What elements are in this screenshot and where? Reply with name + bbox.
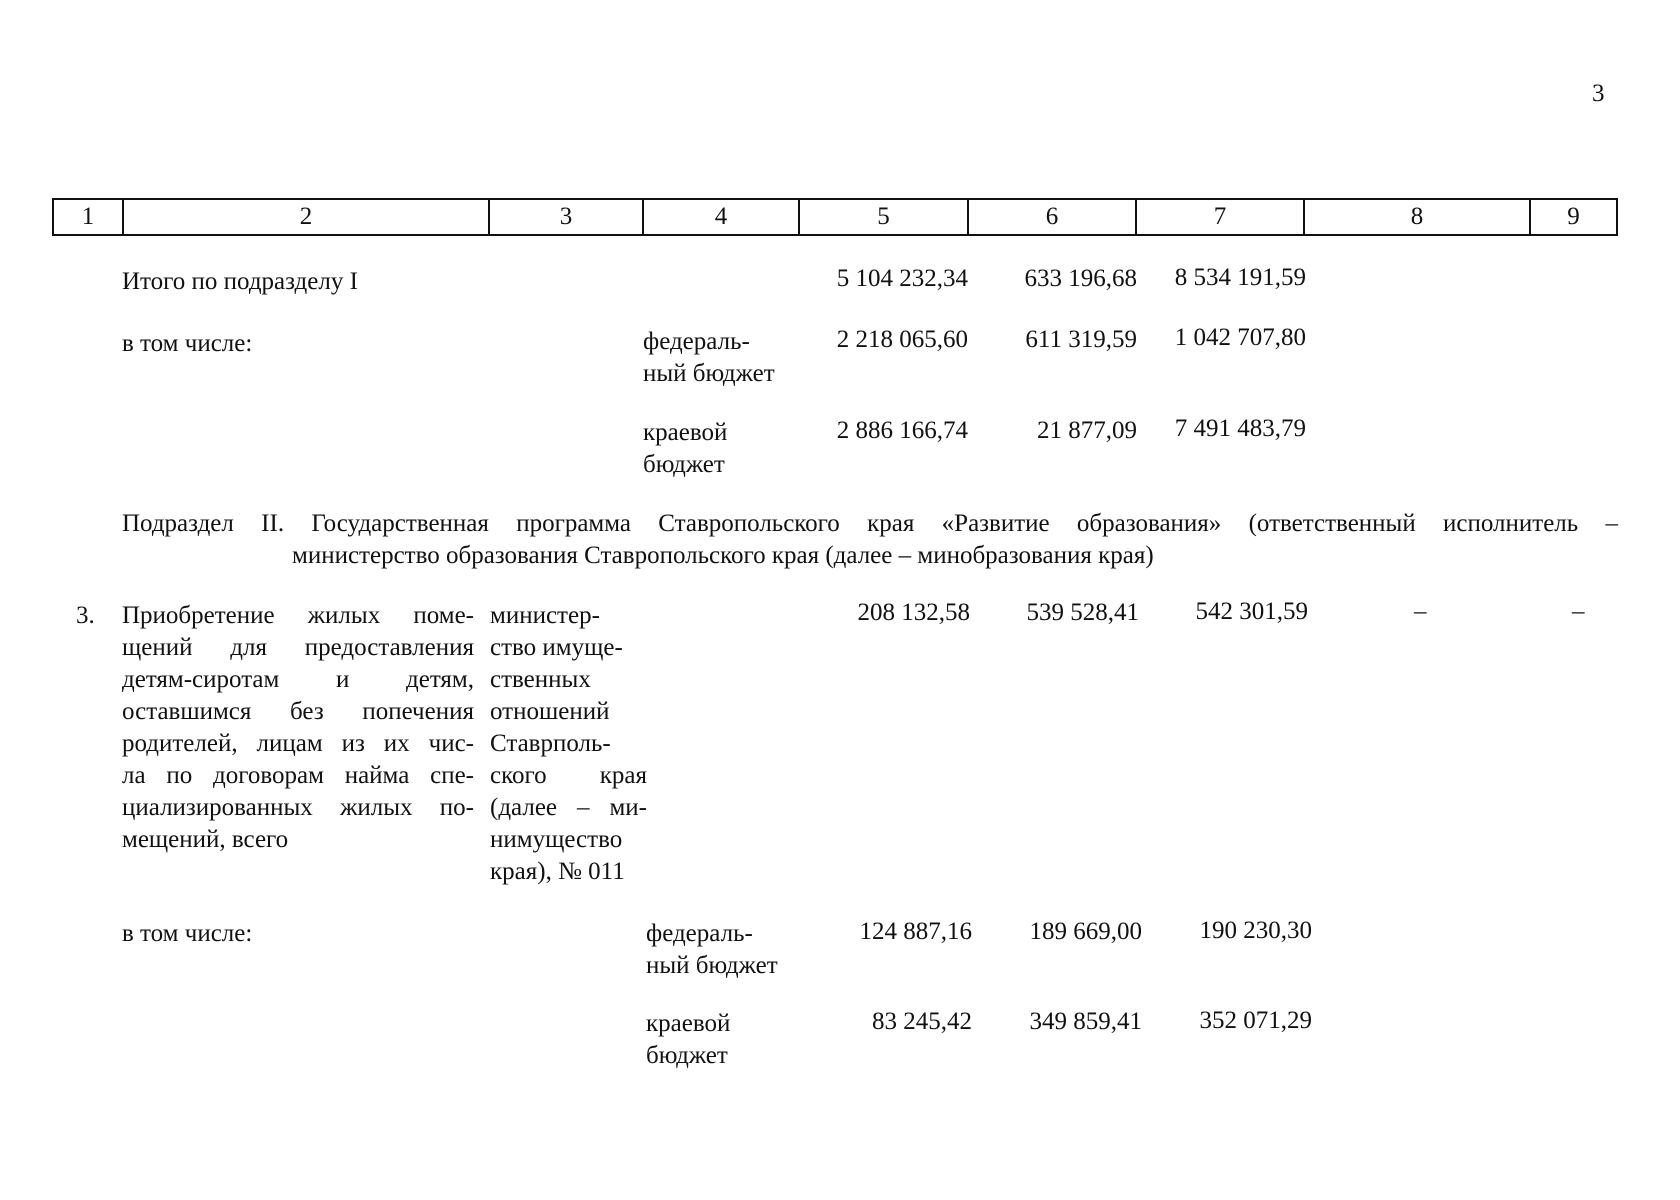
item-3-executor [490,600,647,888]
item-3-col9: – [1572,598,1585,625]
item-3-number: 3. [76,602,95,629]
item-3-including-label: в том числе: [122,920,253,947]
label-line: краевой [643,419,728,446]
header-col-5: 5 [800,200,969,234]
description-line: родителей, лицам из их чис- [122,730,474,757]
item-3-regional-col6: 349 859,41 [1029,1008,1142,1035]
description-line: мещений, всего [122,826,289,853]
executor-line: края), № 011 [490,858,625,885]
label-line: бюджет [643,451,725,478]
header-col-4: 4 [644,200,800,234]
section-2-line-2: министерство образования Ставропольского края (далее – минобразования края) [292,542,1154,569]
item-3-federal-col6: 189 669,00 [1029,918,1142,945]
header-col-8: 8 [1305,200,1531,234]
item-3-col8: – [1414,598,1427,625]
executor-line: ство имуще- [490,634,623,661]
subtotal-value-col7: 8 534 191,59 [1174,264,1306,291]
item-3-col5: 208 132,58 [857,599,970,626]
description-line: циализированных жилых по- [122,794,474,821]
subtotal-value-col6: 633 196,68 [1024,265,1137,292]
label-line: бюджет [646,1042,728,1069]
header-col-7: 7 [1137,200,1305,234]
label-line: ный бюджет [643,360,775,387]
item-3-col6: 539 528,41 [1026,599,1139,626]
item-3-federal-col7: 190 230,30 [1199,917,1312,944]
subtotal-federal-col5: 2 218 065,60 [836,326,968,353]
subtotal-value-col5: 5 104 232,34 [836,265,968,292]
subtotal-federal-label [643,326,775,390]
description-line: Приобретение жилых поме- [122,602,474,629]
label-line: федераль- [643,328,750,355]
executor-line: министер- [490,602,600,629]
section-2-heading [122,508,1618,572]
subtotal-federal-col7: 1 042 707,80 [1174,324,1306,351]
subtotal-regional-col5: 2 886 166,74 [836,417,968,444]
header-col-2: 2 [124,200,490,234]
table-header-row [52,198,1618,236]
executor-line: отношений [490,698,610,725]
executor-line: (далее – ми- [490,794,647,821]
item-3-regional-label [646,1008,730,1072]
item-3-regional-col5: 83 245,42 [872,1008,972,1035]
description-line: детям-сиротам и детям, [122,666,474,693]
subtotal-regional-col7: 7 491 483,79 [1174,415,1306,442]
item-3-federal-col5: 124 887,16 [859,918,972,945]
subtotal-label: Итого по подразделу I [122,268,358,295]
header-col-6: 6 [969,200,1137,234]
executor-line: ственных [490,666,591,693]
label-line: федераль- [646,920,753,947]
section-2-line-1: Подраздел II. Государственная программа Ставропольского края «Развитие образования» (ответственный исполнитель – [122,510,1618,537]
executor-line: Ставрполь- [490,730,611,757]
label-line: ный бюджет [646,952,778,979]
item-3-regional-col7: 352 071,29 [1199,1007,1312,1034]
description-line: ла по договорам найма спе- [122,762,474,789]
item-3-federal-label [646,918,778,982]
description-line: оставшимся без попечения [122,698,474,725]
page-number: 3 [1592,80,1605,107]
header-col-3: 3 [490,200,644,234]
label-line: краевой [646,1010,731,1037]
header-col-1: 1 [54,200,124,234]
subtotal-regional-label [643,417,727,481]
item-3-col7: 542 301,59 [1195,598,1308,625]
subtotal-federal-col6: 611 319,59 [1025,326,1137,353]
subtotal-regional-col6: 21 877,09 [1037,417,1137,444]
header-col-9: 9 [1567,203,1580,230]
executor-line: ского края [490,762,647,789]
description-line: щений для предоставления [122,634,474,661]
item-3-description [122,600,474,856]
subtotal-including-label: в том числе: [122,330,253,357]
executor-line: нимущество [490,826,623,853]
